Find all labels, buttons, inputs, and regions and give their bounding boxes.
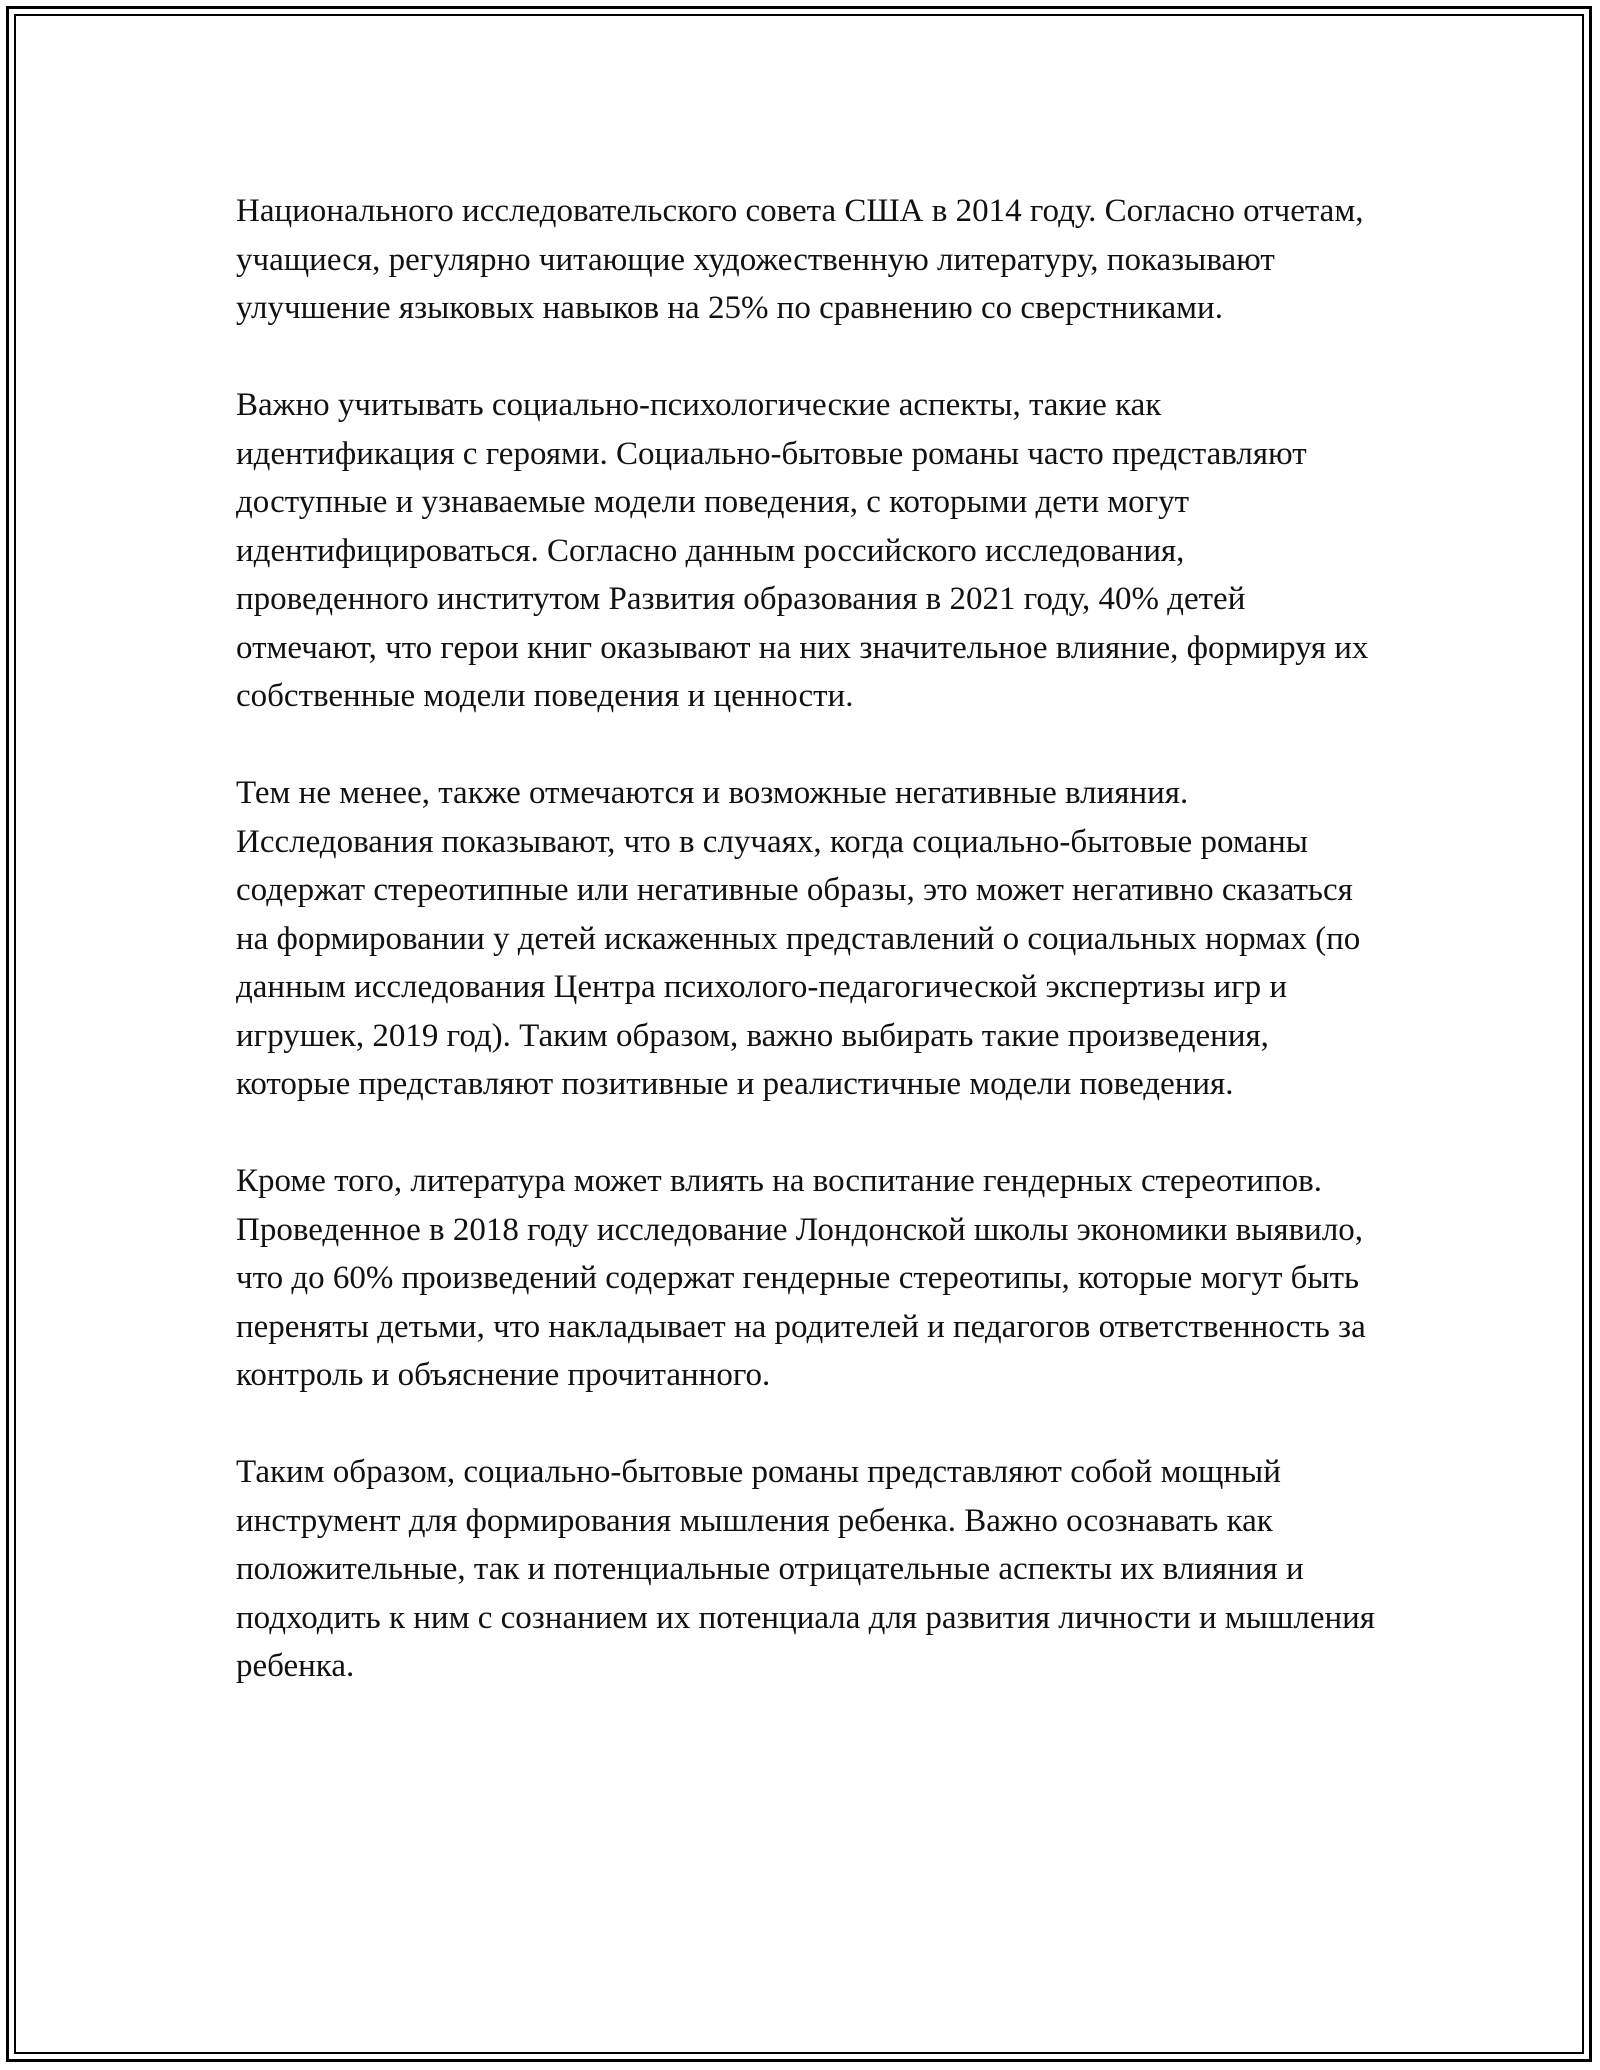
paragraph: Кроме того, литература может влиять на воспитание гендерных стереотипов. Проведенное в 2018 году исследование Лондонской школы экономики выявило, что до 60% произведений содержат гендерные стереотипы, которые могут быть переняты детьми, что накладывает на родителей и педагогов ответственность за контроль и объяснение прочитанного. [236, 1163, 1366, 1393]
paragraph: Национального исследовательского совета США в 2014 году. Согласно отчетам, учащиеся, регулярно читающие художественную литературу, показывают улучшение языковых навыков на 25% по сравнению со сверстниками. [236, 193, 1364, 326]
paragraph: Таким образом, социально-бытовые романы представляют собой мощный инструмент для формирования мышления ребенка. Важно осознавать как положительные, так и потенциальные отрицательные аспекты их влияния и подходить к ним с сознанием их потенциала для развития личности и мышления ребенка. [236, 1454, 1375, 1684]
paragraph: Тем не менее, также отмечаются и возможные негативные влияния. Исследования показывают, что в случаях, когда социально-бытовые романы содержат стереотипные или негативные образы, это может негативно сказаться на формировании у детей искаженных представлений о социальных нормах (по данным исследования Центра психолого-педагогической экспертизы игр и игрушек, 2019 год). Таким образом, важно выбирать такие произведения, которые представляют позитивные и реалистичные модели поведения. [236, 775, 1361, 1102]
paragraph: Важно учитывать социально-психологические аспекты, такие как идентификация с героями. Социально-бытовые романы часто представляют доступные и узнаваемые модели поведения, с которыми дети могут идентифицироваться. Согласно данным российского исследования, проведенного институтом Развития образования в 2021 году, 40% детей отмечают, что герои книг оказывают на них значительное влияние, формируя их собственные модели поведения и ценности. [236, 387, 1369, 714]
document-body [236, 187, 1376, 1739]
